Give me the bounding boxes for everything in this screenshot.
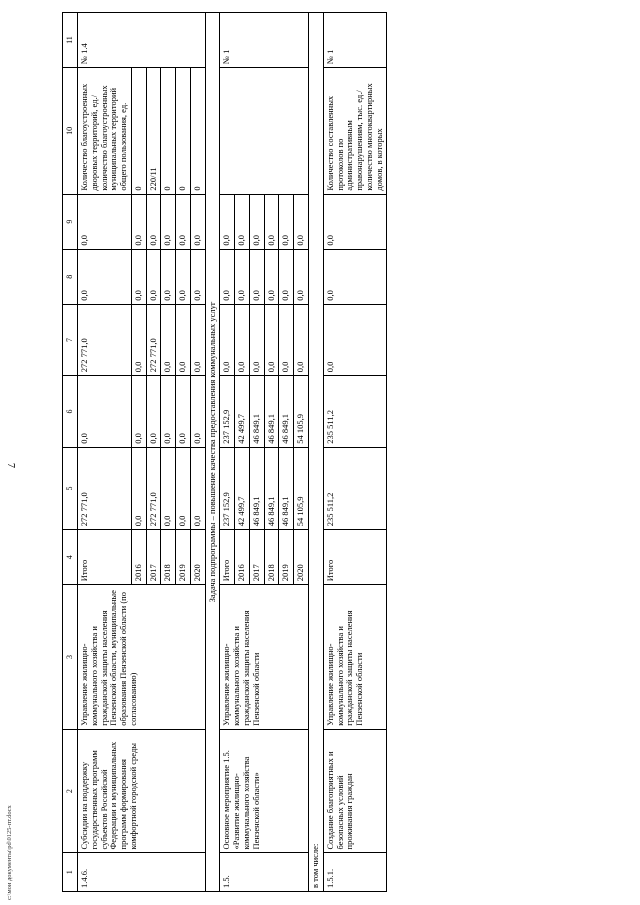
year-cell: 2019 [279,530,294,585]
footer-path: c:\мои документы\pd\0125-пт.docx [6,805,13,900]
indicator-cell: Количество благоустроенных дворовых территорий, ед./ количество благоустроенных муниципальных территорий общего пользования, ед. [78,68,132,195]
other-cell: 0,0 [146,194,161,249]
federal-cell: 0,0 [249,304,264,376]
other-cell: 0,0 [161,194,176,249]
row-number: 1.5.1. [323,853,387,892]
indicator-value: 0 [161,68,176,195]
header-col-10: 10 [63,68,78,195]
in-that-number-row [309,13,324,892]
total-cell: 54 105,9 [294,447,309,530]
link-cell: № 1.4 [78,13,206,68]
federal-cell: 0,0 [235,304,250,376]
regional-cell: 0,0 [78,376,132,448]
total-cell: 0,0 [131,447,146,530]
year-cell: 2018 [264,530,279,585]
year-cell: 2017 [249,530,264,585]
federal-cell: 272 771,0 [78,304,132,376]
other-cell: 0,0 [235,194,250,249]
local-cell: 0,0 [220,249,235,304]
header-col-7: 7 [63,304,78,376]
other-cell: 0,0 [176,194,191,249]
federal-cell: 0,0 [220,304,235,376]
local-cell: 0,0 [235,249,250,304]
rotated-table-container [62,12,632,892]
regional-cell: 46 849,1 [264,376,279,448]
federal-cell: 0,0 [176,304,191,376]
local-cell: 0,0 [131,249,146,304]
indicator-value: 0 [176,68,191,195]
header-col-11: 11 [63,13,78,68]
page-number: 7 [5,463,16,468]
header-row [63,13,78,892]
in-that-number-label: в том числе: [309,13,324,892]
total-cell: 0,0 [190,447,205,530]
local-cell: 0,0 [323,249,387,304]
header-col-6: 6 [63,376,78,448]
federal-cell: 0,0 [294,304,309,376]
total-cell: 46 849,1 [264,447,279,530]
total-cell: 0,0 [161,447,176,530]
regional-cell: 0,0 [146,376,161,448]
local-cell: 0,0 [190,249,205,304]
regional-cell: 42 499,7 [235,376,250,448]
header-col-9: 9 [63,194,78,249]
total-cell: 237 152,9 [220,447,235,530]
total-cell: 272 771,0 [78,447,132,530]
local-cell: 0,0 [161,249,176,304]
measure-name: Создание благоприятных и безопасных условий проживания граждан [323,729,387,853]
row-number: 1.4.6. [78,853,206,892]
total-cell: 235 511,2 [323,447,387,530]
indicator-cell: Количество составленных протоколов по административным правонарушениям, тыс. ед./ количество многоквартирных домов, в которых [323,68,387,195]
regional-cell: 0,0 [190,376,205,448]
other-cell: 0,0 [294,194,309,249]
local-cell: 0,0 [279,249,294,304]
measure-name: Основное мероприятие 1.5. «Развитие жилищно-коммунального хозяйства Пензенской области» [220,729,309,853]
federal-cell: 0,0 [131,304,146,376]
year-cell: 2016 [235,530,250,585]
local-cell: 0,0 [78,249,132,304]
regional-cell: 46 849,1 [249,376,264,448]
indicator-value: 0 [190,68,205,195]
regional-cell: 235 511,2 [323,376,387,448]
total-cell: 46 849,1 [249,447,264,530]
regional-cell: 54 105,9 [294,376,309,448]
section-row [205,13,220,892]
year-cell: 2018 [161,530,176,585]
executor: Управление жилищно-коммунального хозяйства и гражданской защиты населения Пензенской области [323,585,387,729]
local-cell: 0,0 [146,249,161,304]
other-cell: 0,0 [78,194,132,249]
total-cell: 42 499,7 [235,447,250,530]
year-cell: Итого [78,530,132,585]
header-col-4: 4 [63,530,78,585]
table-row [220,13,235,892]
measure-name: Субсидии на поддержку государственных программ субъектов Российской Федерации и муниципальных программ формирования комфортной городской среды [78,729,206,853]
executor: Управление жилищно-коммунального хозяйства и гражданской защиты населения Пензенской области [220,585,309,729]
year-cell: Итого [220,530,235,585]
total-cell: 272 771,0 [146,447,161,530]
indicator-cell [220,68,309,195]
other-cell: 0,0 [131,194,146,249]
table-row [78,13,132,892]
other-cell: 0,0 [220,194,235,249]
row-number: 1.5. [220,853,309,892]
federal-cell: 0,0 [161,304,176,376]
header-col-3: 3 [63,585,78,729]
regional-cell: 237 152,9 [220,376,235,448]
year-cell: 2017 [146,530,161,585]
federal-cell: 0,0 [279,304,294,376]
other-cell: 0,0 [249,194,264,249]
regional-cell: 0,0 [161,376,176,448]
year-cell: 2016 [131,530,146,585]
header-col-5: 5 [63,447,78,530]
link-cell: № 1 [220,13,309,68]
header-col-1: 1 [63,853,78,892]
table-row [323,13,387,892]
other-cell: 0,0 [279,194,294,249]
local-cell: 0,0 [294,249,309,304]
year-cell: 2020 [294,530,309,585]
link-cell: № 1 [323,13,387,68]
regional-cell: 46 849,1 [279,376,294,448]
federal-cell: 0,0 [190,304,205,376]
indicator-value: 220/11 [146,68,161,195]
executor: Управление жилищно-коммунального хозяйства и гражданской защиты населения Пензенской области, муниципальные образования Пензенской области (по согласованию) [78,585,206,729]
regional-cell: 0,0 [131,376,146,448]
section-title: Задача подпрограммы – повышение качества предоставления коммунальных услуг [205,13,220,892]
header-col-2: 2 [63,729,78,853]
other-cell: 0,0 [190,194,205,249]
federal-cell: 0,0 [323,304,387,376]
indicator-value: 0 [131,68,146,195]
local-cell: 0,0 [176,249,191,304]
year-cell: Итого [323,530,387,585]
federal-cell: 0,0 [264,304,279,376]
local-cell: 0,0 [249,249,264,304]
program-table [62,12,387,892]
other-cell: 0,0 [264,194,279,249]
regional-cell: 0,0 [176,376,191,448]
header-col-8: 8 [63,249,78,304]
local-cell: 0,0 [264,249,279,304]
total-cell: 46 849,1 [279,447,294,530]
other-cell: 0,0 [323,194,387,249]
year-cell: 2020 [190,530,205,585]
federal-cell: 272 771,0 [146,304,161,376]
total-cell: 0,0 [176,447,191,530]
year-cell: 2019 [176,530,191,585]
